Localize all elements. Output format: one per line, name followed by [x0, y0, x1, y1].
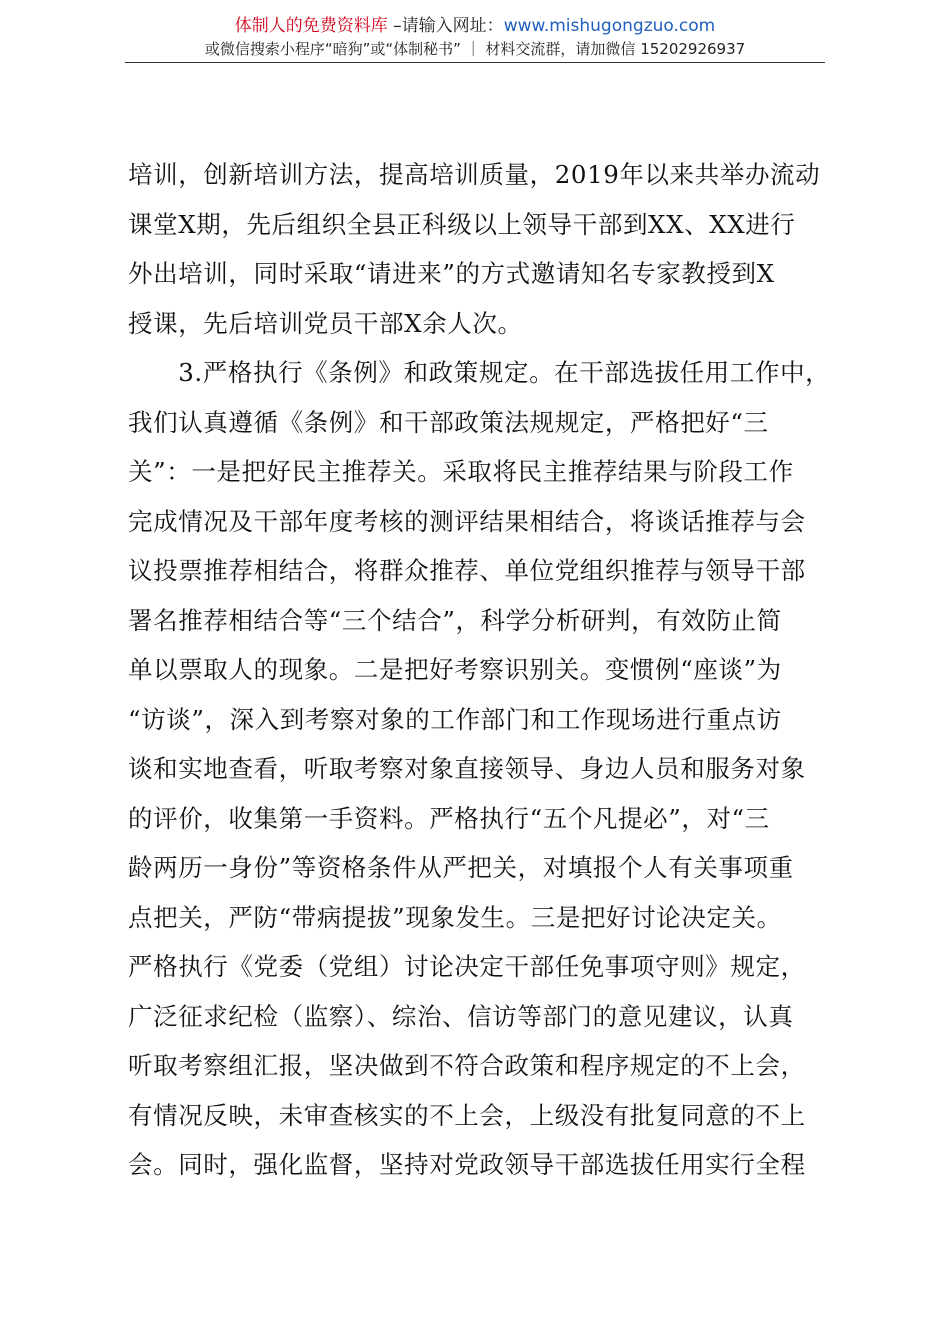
body-line: 课堂X期，先后组织全县正科级以上领导干部到XX、XX进行	[128, 209, 796, 239]
body-line: 完成情况及干部年度考核的测评结果相结合，将谈话推荐与会	[128, 506, 806, 536]
header-line-1	[125, 14, 825, 38]
body-line: 听取考察组汇报，坚决做到不符合政策和程序规定的不上会，	[128, 1051, 806, 1080]
body-line: “访谈”，深入到考察对象的工作部门和工作现场进行重点访	[128, 704, 782, 734]
site-name: 体制人的免费资料库	[234, 16, 388, 36]
body-line: 有情况反映，未审查核实的不上会，上级没有批复同意的不上	[128, 1100, 806, 1130]
body-line: 我们认真遵循《条例》和干部政策法规规定，严格把好“三	[128, 407, 769, 437]
body-line: 谈和实地查看，听取考察对象直接领导、身边人员和服务对象	[128, 754, 806, 783]
body-line: 外出培训，同时采取“请进来”的方式邀请知名专家教授到X	[128, 259, 775, 288]
body-line: 署名推荐相结合等“三个结合”，科学分析研判，有效防止简	[128, 605, 782, 635]
document-body	[128, 150, 831, 1190]
body-line: 会。同时，强化监督，坚持对党政领导干部选拔任用实行全程	[128, 1150, 806, 1179]
body-line: 点把关，严防“带病提拔”现象发生。三是把好讨论决定关。	[128, 902, 782, 932]
body-line: 的评价，收集第一手资料。严格执行“五个凡提必”，对“三	[128, 803, 770, 833]
body-line: 3.严格执行《条例》和政策规定。在干部选拔任用工作中，	[128, 358, 831, 387]
body-line: 广泛征求纪检（监察）、综治、信访等部门的意见建议，认真	[128, 1001, 794, 1031]
header-line-2: 或微信搜索小程序“暗狗”或“体制秘书” ｜ 材料交流群，请加微信 15202926937	[204, 40, 746, 58]
body-line: 培训，创新培训方法，提高培训质量，2019年以来共举办流动	[128, 160, 821, 189]
body-line: 单以票取人的现象。二是把好考察识别关。变惯例“座谈”为	[128, 655, 782, 684]
body-line: 议投票推荐相结合，将群众推荐、单位党组织推荐与领导干部	[128, 556, 806, 585]
page-header	[125, 14, 825, 60]
body-line: 关”：一是把好民主推荐关。采取将民主推荐结果与阶段工作	[128, 457, 794, 486]
site-url-link[interactable]: www.mishugongzuo.com	[503, 16, 716, 36]
body-line: 授课，先后培训党员干部X余人次。	[128, 308, 523, 338]
url-prompt: –请输入网址：	[387, 16, 504, 36]
header-divider	[125, 62, 825, 63]
body-line: 龄两历一身份”等资格条件从严把关，对填报个人有关事项重	[128, 853, 794, 882]
body-line: 严格执行《党委（党组）讨论决定干部任免事项守则》规定，	[128, 952, 806, 981]
